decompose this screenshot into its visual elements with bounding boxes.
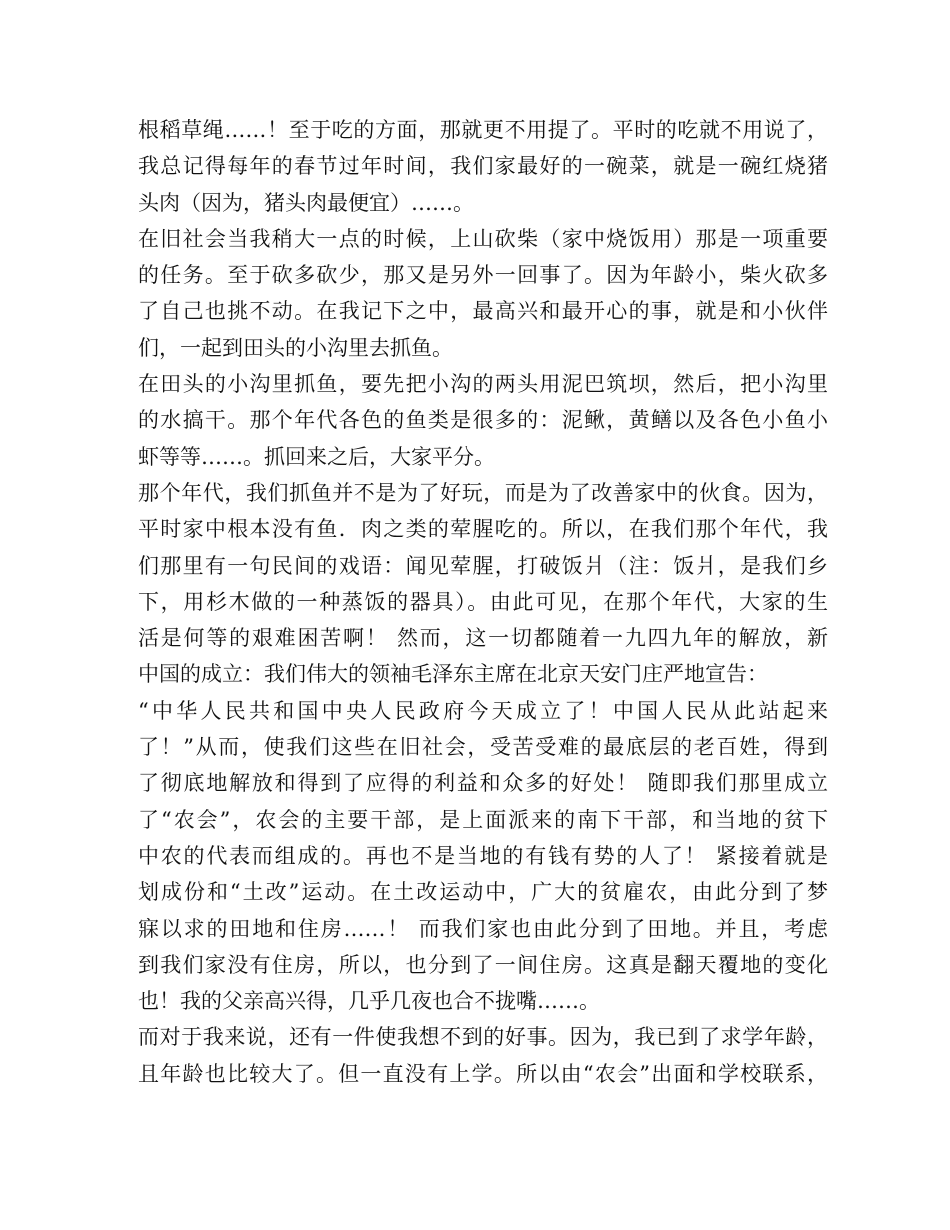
text-line: 到我们家没有住房，所以，也分到了一间住房。这真是翻天覆地的变化 xyxy=(138,952,828,977)
text-line: 平时家中根本没有鱼．肉之类的荤腥吃的。所以，在我们那个年代，我 xyxy=(138,517,828,542)
text-line: 中国的成立：我们伟大的领袖毛泽东主席在北京天安门庄严地宣告： xyxy=(138,662,768,687)
text-line: 在旧社会当我稍大一点的时候，上山砍柴（家中烧饭用）那是一项重要 xyxy=(138,226,828,251)
text-line: 也！我的父亲高兴得，几乎几夜也合不拢嘴……。 xyxy=(138,989,600,1014)
text-line: 的水搞干。那个年代各色的鱼类是很多的：泥鳅，黄鳝以及各色小鱼小 xyxy=(138,408,828,433)
text-line: “中华人民共和国中央人民政府今天成立了！中国人民从此站起来 xyxy=(138,698,828,723)
text-line: 下，用杉木做的一种蒸饭的器具）。由此可见，在那个年代，大家的生 xyxy=(138,589,828,614)
text-line: 我总记得每年的春节过年时间，我们家最好的一碗菜，就是一碗红烧猪 xyxy=(138,154,828,179)
text-line: 而对于我来说，还有一件使我想不到的好事。因为，我已到了求学年龄， xyxy=(138,1025,828,1050)
text-line: 划成份和“土改”运动。在土改运动中，广大的贫雇农，由此分到了梦 xyxy=(138,880,828,905)
text-line: 了自己也挑不动。在我记下之中，最高兴和最开心的事，就是和小伙伴 xyxy=(138,299,828,324)
text-line: 中农的代表而组成的。再也不是当地的有钱有势的人了！ 紧接着就是 xyxy=(138,843,828,868)
text-line: 活是何等的艰难困苦啊！ 然而，这一切都随着一九四九年的解放，新 xyxy=(138,626,828,651)
text-line: 在田头的小沟里抓鱼，要先把小沟的两头用泥巴筑坝，然后，把小沟里 xyxy=(138,372,828,397)
text-line: 寐以求的田地和住房……！ 而我们家也由此分到了田地。并且，考虑 xyxy=(138,916,828,941)
text-line: 根稻草绳……！至于吃的方面，那就更不用提了。平时的吃就不用说了， xyxy=(138,118,828,142)
text-line: 们那里有一句民间的戏语：闻见荤腥，打破饭爿（注：饭爿，是我们乡 xyxy=(138,553,828,578)
text-line: 了！”从而，使我们这些在旧社会，受苦受难的最底层的老百姓，得到 xyxy=(138,735,828,760)
text-line: 们，一起到田头的小沟里去抓鱼。 xyxy=(138,335,453,360)
text-line: 了“农会”，农会的主要干部，是上面派来的南下干部，和当地的贫下 xyxy=(138,807,828,832)
text-line: 且年龄也比较大了。但一直没有上学。所以由“农会”出面和学校联系， xyxy=(138,1061,828,1086)
body-text xyxy=(138,112,828,1092)
text-line: 那个年代，我们抓鱼并不是为了好玩，而是为了改善家中的伙食。因为， xyxy=(138,480,828,505)
text-line: 的任务。至于砍多砍少，那又是另外一回事了。因为年龄小，柴火砍多 xyxy=(138,263,828,288)
text-line: 了彻底地解放和得到了应得的利益和众多的好处！ 随即我们那里成立 xyxy=(138,771,828,796)
text-line: 头肉（因为，猪头肉最便宜）……。 xyxy=(138,190,474,215)
text-line: 虾等等……。抓回来之后，大家平分。 xyxy=(138,444,495,469)
